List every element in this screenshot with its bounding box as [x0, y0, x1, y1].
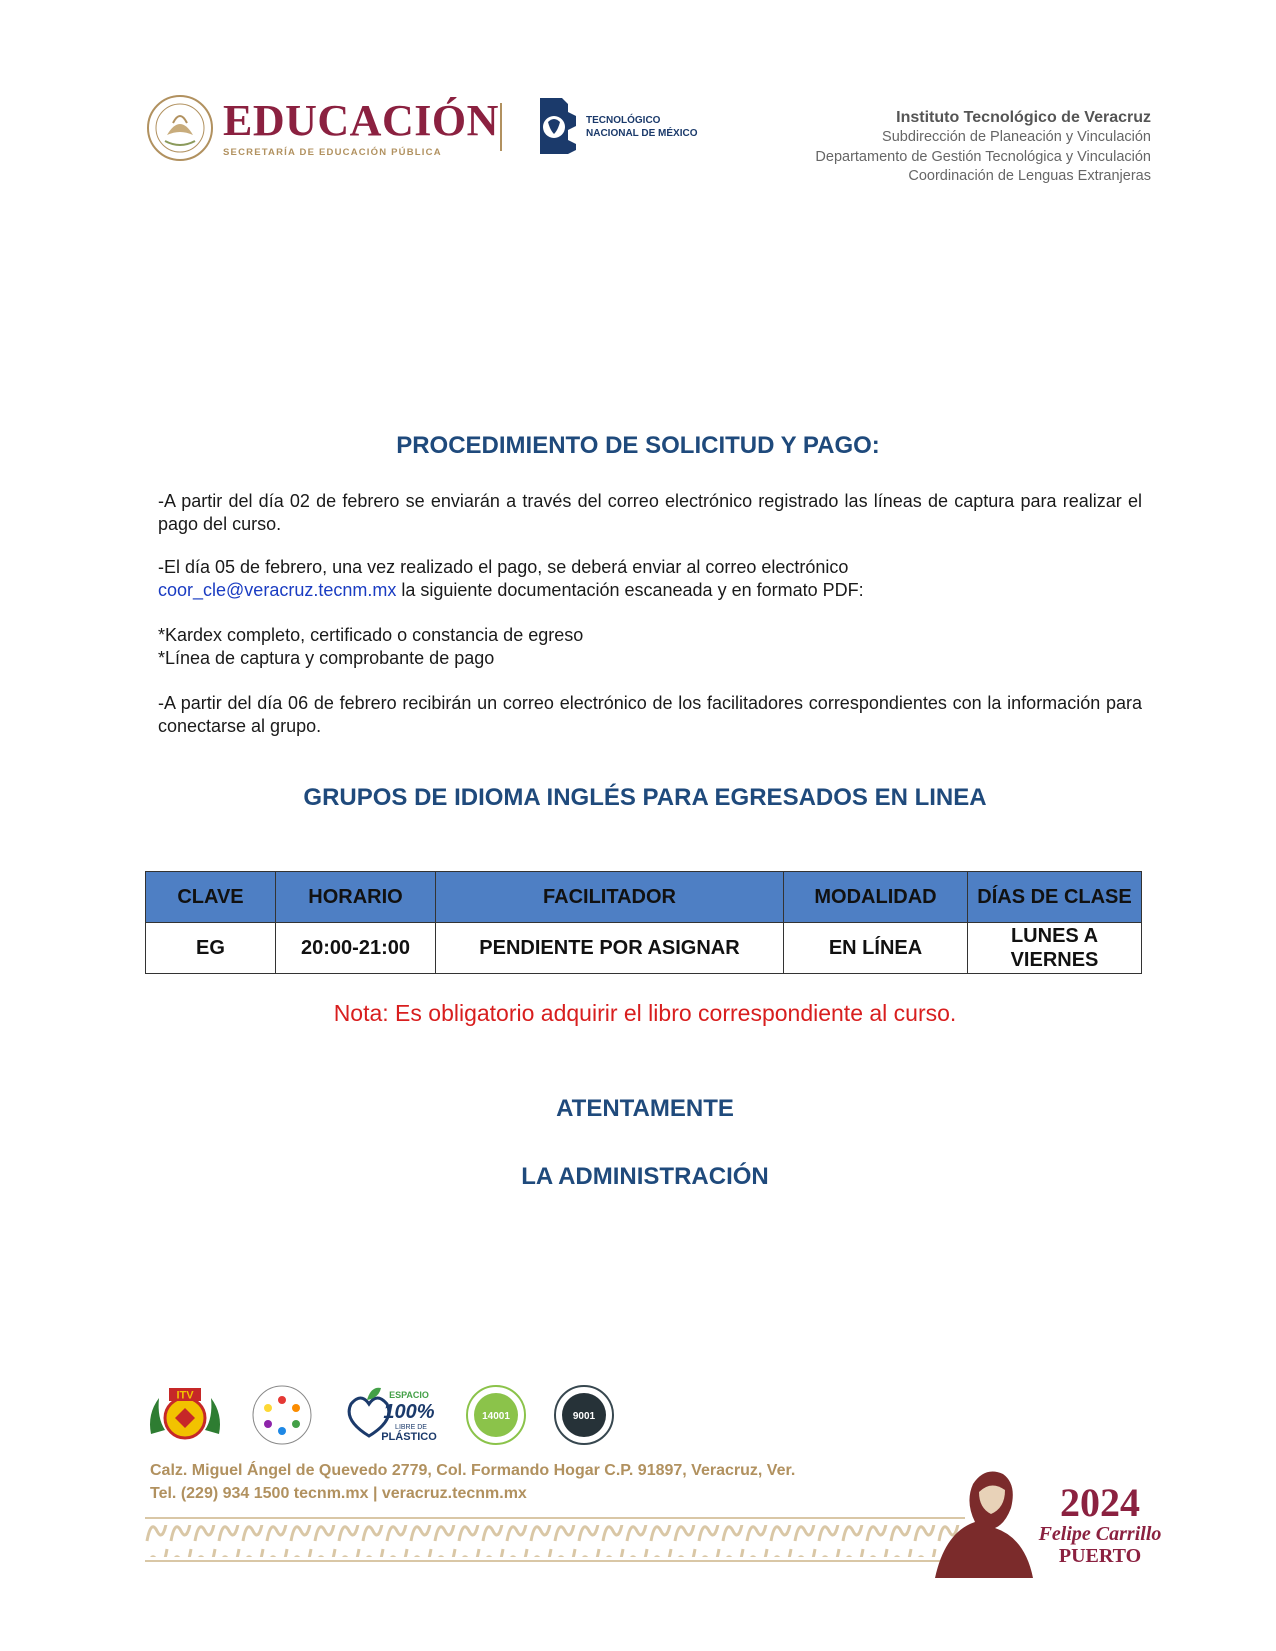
header-modalidad: MODALIDAD — [784, 872, 968, 923]
institute-name: Instituto Tecnológico de Veracruz — [896, 109, 1151, 126]
cell-facilitador: PENDIENTE POR ASIGNAR — [436, 923, 784, 974]
header-dias-de-clase: DÍAS DE CLASE — [968, 872, 1142, 923]
subdireccion-name: Subdirección de Planeación y Vinculación — [882, 129, 1151, 145]
procedure-paragraph-3: -A partir del día 06 de febrero recibirán un correo electrónico de los facilitadores correspondientes con la información para conectarse al grupo. — [158, 693, 1142, 736]
header-horario: HORARIO — [276, 872, 436, 923]
year-text: 2024 — [1060, 1480, 1140, 1525]
table-row — [146, 923, 1142, 974]
list-item: *Línea de captura y comprobante de pago — [158, 647, 495, 668]
decorative-pattern-band — [145, 1515, 965, 1565]
address-line-2: Tel. (229) 934 1500 tecnm.mx | veracruz.tecnm.mx — [150, 1485, 527, 1502]
cien-text: 100% — [383, 1401, 435, 1423]
felipe-carrillo-puerto-emblem — [925, 1462, 1165, 1582]
iso-14001-text: 14001 — [482, 1411, 510, 1422]
institute-header — [691, 108, 1151, 187]
sep-title: EDUCACIÓN — [223, 95, 499, 145]
libre-text: LIBRE DE — [395, 1424, 427, 1431]
header-facilitador: FACILITADOR — [436, 872, 784, 923]
tecnm-line1: TECNOLÓGICO — [586, 115, 661, 126]
cell-horario: 20:00-21:00 — [276, 923, 436, 974]
iso-14001-seal-icon — [465, 1384, 527, 1446]
signature: LA ADMINISTRACIÓN — [521, 1163, 769, 1190]
header-clave: CLAVE — [146, 872, 276, 923]
groups-title: GRUPOS DE IDIOMA INGLÉS PARA EGRESADOS EN LINEA — [303, 784, 987, 811]
procedure-paragraph-2 — [158, 556, 1142, 601]
iso-9001-text: 9001 — [572, 1411, 596, 1422]
year-name-2: PUERTO — [1058, 1545, 1142, 1567]
groups-table — [145, 871, 1142, 974]
cell-dias-de-clase: LUNES A VIERNES — [968, 923, 1142, 974]
tecnm-line2: NACIONAL DE MÉXICO — [586, 128, 698, 139]
requirements-list — [158, 624, 1142, 669]
itv-logo-icon — [145, 1384, 225, 1446]
plastico-text: PLÁSTICO — [381, 1431, 437, 1443]
cell-clave: EG — [146, 923, 276, 974]
procedure-paragraph-2-prefix: -El día 05 de febrero, una vez realizado el pago, se deberá enviar al correo electrónico — [158, 557, 849, 577]
header-divider — [500, 103, 502, 151]
year-name-1: Felipe Carrillo — [1038, 1523, 1162, 1545]
espacio-text: ESPACIO — [389, 1390, 429, 1400]
list-item: *Kardex completo, certificado o constancia de egreso — [158, 625, 584, 645]
coordinacion-name: Coordinación de Lenguas Extranjeras — [908, 168, 1151, 184]
tecnm-gear-icon — [530, 94, 580, 160]
itv-logo-text: ITV — [176, 1389, 194, 1402]
certification-logos — [145, 1384, 615, 1446]
procedure-title: PROCEDIMIENTO DE SOLICITUD Y PAGO: — [396, 432, 880, 459]
cell-modalidad: EN LÍNEA — [784, 923, 968, 974]
iso-9001-seal-icon — [553, 1384, 615, 1446]
book-note: Nota: Es obligatorio adquirir el libro correspondiente al curso. — [333, 1000, 957, 1026]
departamento-name: Departamento de Gestión Tecnológica y Vinculación — [815, 148, 1151, 165]
mexico-seal-icon — [145, 93, 215, 163]
procedure-paragraph-2-suffix: la siguiente documentación escaneada y en formato PDF: — [396, 579, 864, 600]
plastic-free-logo-icon — [339, 1384, 439, 1446]
table-header-row — [146, 872, 1142, 923]
atentamente: ATENTAMENTE — [556, 1095, 734, 1122]
email-link[interactable]: coor_cle@veracruz.tecnm.mx — [158, 579, 397, 600]
address-line-1: Calz. Miguel Ángel de Quevedo 2779, Col. Formando Hogar C.P. 91897, Veracruz, Ver. — [150, 1462, 796, 1479]
sep-subtitle: SECRETARÍA DE EDUCACIÓN PÚBLICA — [223, 146, 442, 158]
equality-seal-icon — [251, 1384, 313, 1446]
procedure-paragraph-1: -A partir del día 02 de febrero se enviarán a través del correo electrónico registrado las líneas de captura para realizar el pago del curso. — [158, 491, 1142, 534]
sep-educacion-logo — [145, 88, 499, 168]
tecnm-logo — [530, 92, 700, 162]
